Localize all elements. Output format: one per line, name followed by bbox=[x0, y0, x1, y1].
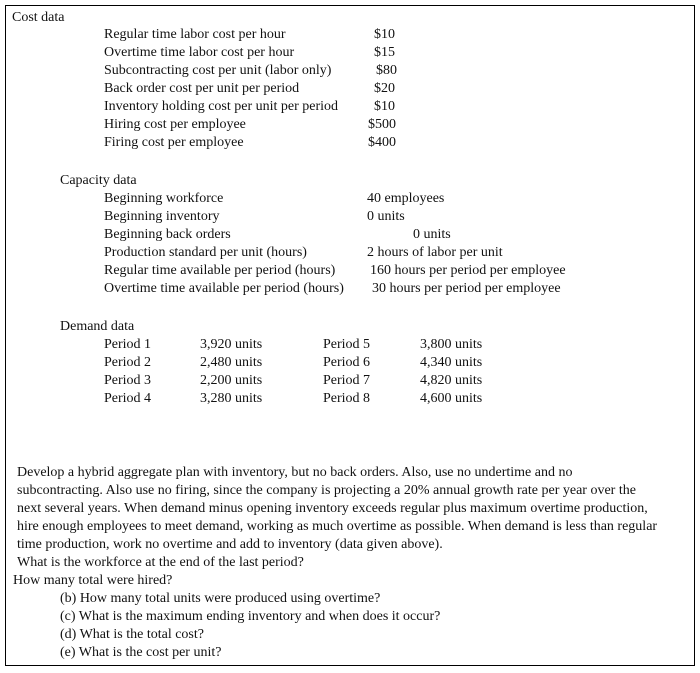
question-workforce: What is the workforce at the end of the last period? bbox=[17, 555, 304, 570]
cost-label: Overtime time labor cost per hour bbox=[104, 45, 295, 60]
capacity-label: Beginning workforce bbox=[104, 191, 224, 206]
capacity-value: 0 units bbox=[367, 209, 405, 224]
capacity-label: Beginning back orders bbox=[104, 227, 231, 242]
question-hired: How many total were hired? bbox=[13, 573, 173, 588]
capacity-label: Beginning inventory bbox=[104, 209, 220, 224]
sub-question: (d) What is the total cost? bbox=[60, 627, 204, 642]
capacity-label: Regular time available per period (hours) bbox=[104, 263, 336, 278]
demand-units: 3,280 units bbox=[200, 391, 263, 406]
cost-value: $80 bbox=[376, 63, 397, 78]
capacity-label: Overtime time available per period (hours) bbox=[104, 281, 344, 296]
demand-units: 4,600 units bbox=[420, 391, 483, 406]
cost-value: $20 bbox=[374, 81, 395, 96]
demand-period: Period 5 bbox=[323, 337, 371, 352]
demand-units: 3,800 units bbox=[420, 337, 483, 352]
demand-period: Period 1 bbox=[104, 337, 152, 352]
sub-question: (e) What is the cost per unit? bbox=[60, 645, 222, 660]
problem-paragraph-line: subcontracting. Also use no firing, since the company is projecting a 20% annual growth rate per year over the bbox=[17, 483, 636, 498]
cost-label: Back order cost per unit per period bbox=[104, 81, 300, 96]
capacity-value: 30 hours per period per employee bbox=[372, 281, 561, 296]
demand-units: 4,820 units bbox=[420, 373, 483, 388]
sub-question: (c) What is the maximum ending inventory and when does it occur? bbox=[60, 609, 441, 624]
demand-period: Period 7 bbox=[323, 373, 371, 388]
capacity-heading: Capacity data bbox=[60, 173, 137, 188]
demand-period: Period 3 bbox=[104, 373, 152, 388]
demand-units: 4,340 units bbox=[420, 355, 483, 370]
capacity-value: 160 hours per period per employee bbox=[370, 263, 566, 278]
cost-label: Subcontracting cost per unit (labor only) bbox=[104, 63, 332, 78]
capacity-value: 2 hours of labor per unit bbox=[367, 245, 503, 260]
capacity-value: 40 employees bbox=[367, 191, 445, 206]
problem-paragraph-line: hire enough employees to meet demand, working as much overtime as possible. When demand is less than regular bbox=[17, 519, 658, 534]
capacity-label: Production standard per unit (hours) bbox=[104, 245, 307, 260]
demand-period: Period 2 bbox=[104, 355, 152, 370]
cost-value: $500 bbox=[368, 117, 396, 132]
cost-label: Regular time labor cost per hour bbox=[104, 27, 286, 42]
cost-value: $400 bbox=[368, 135, 396, 150]
cost-value: $10 bbox=[374, 27, 395, 42]
demand-period: Period 8 bbox=[323, 391, 371, 406]
problem-paragraph-line: Develop a hybrid aggregate plan with inventory, but no back orders. Also, use no undertime and no bbox=[17, 465, 573, 480]
cost-value: $10 bbox=[374, 99, 395, 114]
demand-heading: Demand data bbox=[60, 319, 135, 334]
cost-label: Inventory holding cost per unit per period bbox=[104, 99, 339, 114]
cost-value: $15 bbox=[374, 45, 395, 60]
demand-period: Period 4 bbox=[104, 391, 152, 406]
demand-period: Period 6 bbox=[323, 355, 371, 370]
demand-units: 2,480 units bbox=[200, 355, 263, 370]
demand-units: 2,200 units bbox=[200, 373, 263, 388]
problem-paragraph-line: next several years. When demand minus opening inventory exceeds regular plus maximum overtime production, bbox=[17, 501, 648, 516]
sub-question: (b) How many total units were produced using overtime? bbox=[60, 591, 381, 606]
cost-heading: Cost data bbox=[12, 10, 65, 25]
cost-label: Firing cost per employee bbox=[104, 135, 244, 150]
problem-paragraph-line: time production, work no overtime and add to inventory (data given above). bbox=[17, 537, 443, 552]
cost-label: Hiring cost per employee bbox=[104, 117, 246, 132]
demand-units: 3,920 units bbox=[200, 337, 263, 352]
capacity-value: 0 units bbox=[413, 227, 451, 242]
